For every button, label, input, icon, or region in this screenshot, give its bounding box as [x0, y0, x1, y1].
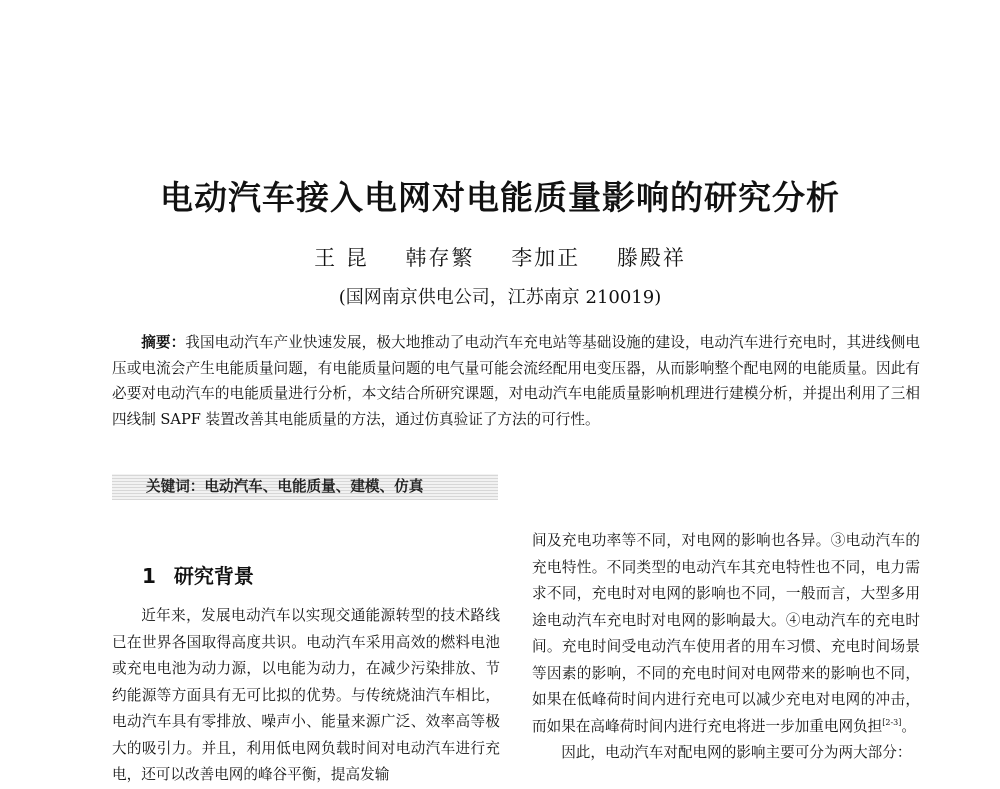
paper-title: 电动汽车接入电网对电能质量影响的研究分析 — [160, 178, 840, 217]
author-name: 李加正 — [511, 246, 581, 270]
body-paragraph — [532, 528, 920, 740]
section-heading — [142, 560, 254, 589]
paragraph-text: 间及充电功率等不同，对电网的影响也各异。③电动汽车的充电特性。不同类型的电动汽车其充电特性也不同，电力需求不同，充电时对电网的影响也不同，一般而言，大型多用途电动汽车充电时对电网的影响最大。④电动汽车的充电时间。充电时间受电动汽车使用者的用车习惯、充电时间场景等因素的影响，不同的充电时间对电网带来的影响也不同，如果在低峰荷时间内进行充电可以减少充电对电网的冲击，而如果在高峰荷时间内进行充电将进一步加重电网负担 — [532, 532, 920, 735]
author-list — [0, 242, 1000, 272]
keywords-bar — [112, 474, 498, 500]
author-name: 滕殿祥 — [616, 246, 686, 270]
abstract — [112, 330, 920, 432]
section-number: 1 — [142, 564, 156, 588]
right-column — [532, 528, 920, 768]
section-title: 研究背景 — [173, 564, 254, 588]
author-name: 王 昆 — [314, 246, 369, 270]
keywords-label: 关键词： — [146, 478, 205, 495]
abstract-label: 摘要： — [141, 334, 186, 351]
author-name: 韩存繁 — [405, 246, 475, 270]
citation: [2-3] — [882, 717, 902, 727]
left-column — [112, 603, 500, 783]
paragraph-end: 。 — [901, 717, 916, 735]
abstract-text: 我国电动汽车产业快速发展，极大地推动了电动汽车充电站等基础设施的建设，电动汽车进行充电时，其进线侧电压或电流会产生电能质量问题，有电能质量问题的电气量可能会流经配用电变压器，从而影响整个配电网的电能质量。因此有必要对电动汽车的电能质量进行分析，本文结合所研究课题，对电动汽车电能质量影响机理进行建模分析，并提出利用了三相四线制 SAPF 装置改善其电能质量的方法，通过仿真验证了方法的可行性。 — [112, 334, 920, 428]
body-paragraph: 因此，电动汽车对配电网的影响主要可分为两大部分： — [561, 744, 912, 761]
body-paragraph: 近年来，发展电动汽车以实现交通能源转型的技术路线已在世界各国取得高度共识。电动汽车采用高效的燃料电池或充电电池为动力源，以电能为动力，在减少污染排放、节约能源等方面具有无可比拟的优势。与传统烧油汽车相比，电动汽车具有零排放、噪声小、能量来源广泛、效率高等极大的吸引力。并且，利用低电网负载时间对电动汽车进行充电，还可以改善电网的峰谷平衡，提高发输 — [112, 607, 500, 783]
keywords-text: 电动汽车、电能质量、建模、仿真 — [204, 478, 424, 495]
affiliation: (国网南京供电公司，江苏南京 210019) — [338, 287, 662, 308]
